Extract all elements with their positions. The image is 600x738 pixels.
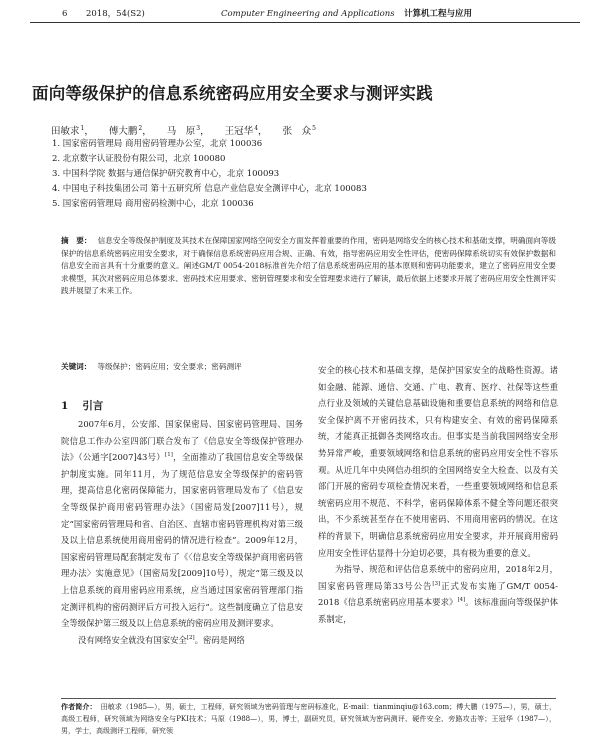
footnote-label: 作者简介： [61, 702, 97, 711]
section-title: 引言 [82, 400, 104, 412]
author [283, 126, 316, 137]
footnote-text: 田敏求（1985—），男，硕士，工程师，研究领域为密码管理与密码标准化，E-mail：tianminqiu@163.com；傅大鹏（1975—），男，硕士，高级工程师，研究领域为网络安全与PKI技术；马原（1988—），男，博士，副研究员，研究领域为密码测评、硬件安全、旁路攻击等；王冠华（1987—），男，学士，高级测评工程师，研究领 [61, 703, 556, 736]
affiliation: 4. 中国电子科技集团公司 第十五研究所 信息产业信息安全测评中心，北京 100083 [52, 184, 367, 194]
keywords-text: 等级保护；密码应用；安全要求；密码测评 [97, 362, 242, 371]
page-number: 6 [62, 9, 68, 19]
body-paragraph [318, 362, 558, 561]
body-column-left [61, 397, 303, 648]
author-name: 马 原 [166, 126, 196, 137]
author-affil-mark: 1 [80, 124, 85, 132]
author: 田敏求$^1$， [51, 124, 94, 137]
section-heading [61, 397, 303, 415]
author-name: 傅大鹏 [108, 126, 138, 137]
author: 傅大鹏$^2$， [108, 124, 152, 137]
paragraph-text: 没有网络安全就没有国家安全 [78, 634, 187, 645]
paper-title: 面向等级保护的信息系统密码应用安全要求与测评实践 [32, 84, 433, 103]
journal-name-cn: 计算机工程与应用 [404, 9, 473, 19]
paragraph-text-cont: 。密码是网络 [194, 634, 245, 645]
abstract-text: 信息安全等级保护制度及其技术在保障国家网络空间安全方面发挥着重要的作用，密码是网络安全的核心技术和基础支撑，明确面向等级保护的信息系统密码应用安全要求，对于确保信息系统密码应用合规、正确、有效，指导密码应用安全性评估，使密码保障系统切实有效保护数据和信息安全而言具有十分重要的意义。阐述GM/T 0054-2018标准首先介绍了信息系统密码应用的基本原则和密码功能要求，建立了密码应用安全要求模型，其次对密码应用总体要求、密码技术应用要求、密钥管理要求和安全管理要求进行了解读，最后依据上述要求开展了密码应用安全性测评实践并展望了未来工作。 [61, 236, 557, 296]
affiliation: 5. 国家密码管理局 商用密码检测中心，北京 100036 [52, 199, 254, 209]
journal-name-en: Computer Engineering and Applications [221, 9, 395, 19]
author-name: 田敏求 [51, 126, 80, 137]
author-footnote [61, 701, 556, 738]
paragraph-text-cont: 正式发布实施了GM/T 0054-2018《信息系统密码应用基本要求》 [318, 580, 558, 608]
citation-ref: [4] [457, 597, 466, 604]
paragraph-text: 2007年6月，公安部、国家保密局、国家密码管理局、国务院信息工作办公室四部门联合发布了《信息安全等级保护管理办法》（公通字[2007]43号） [61, 419, 303, 463]
body-paragraph [61, 632, 303, 649]
running-header [30, 6, 580, 22]
author: 王冠华$^4$， [224, 124, 268, 137]
paragraph-text: 为指导、规范和评估信息系统中的密码应用，2018年2月，国家密码管理局第33号公告 [318, 564, 558, 591]
author-affil-mark: 4 [254, 124, 259, 132]
paragraph-text-cont: 。该标准面向等级保护体系制定， [318, 597, 558, 624]
author: 马 原$^3$， [166, 124, 210, 137]
abstract-label: 摘 要： [61, 236, 92, 245]
footnote-rule [61, 698, 556, 699]
author-affil-mark: 3 [196, 124, 201, 132]
section-number: 1 [61, 400, 69, 412]
keywords-label: 关键词： [61, 362, 92, 371]
author-name: 王冠华 [224, 126, 254, 137]
abstract [61, 235, 556, 298]
citation-ref: [2] [186, 634, 195, 641]
author-affil-mark: 5 [312, 124, 316, 132]
affiliation: 1. 国家密码管理局 商用密码管理办公室，北京 100036 [52, 139, 263, 149]
citation-ref: [1] [165, 452, 173, 459]
header-rule [30, 22, 580, 23]
issue-label: 2018，54(S2) [86, 9, 145, 19]
author-list [51, 123, 328, 137]
body-paragraph [61, 416, 303, 632]
body-column-right [318, 362, 558, 628]
paragraph-text: 安全的核心技术和基础支撑，是保护国家安全的战略性资源。诸如金融、能源、通信、交通、广电、教育、医疗、社保等这些重点行业及领域的关键信息基础设施和重要信息系统的网络和信息安全保护离不开密码技术，只有构建安全、有效的密码保障系统，才能真正抵御各类网络攻击。但事实是当前我国网络安全形势异常严峻，重要领域网络和信息系统的密码应用安全性不容乐观。从近几年中央网信办组织的全国网络安全大检查、以及有关部门开展的密码专项检查情况来看，一些重要领域网络和信息系统密码应用不规范、不科学，密码保障体系不健全等问题还很突出，不少系统甚至存在不使用密码、不用商用密码的情况。在这样的背景下，明确信息系统密码应用安全要求，并开展商用密码应用安全性评估显得十分迫切必要，具有极为重要的意义。 [318, 365, 558, 558]
paragraph-text-cont: ，全面推动了我国信息安全等级保护制度实施。同年11月，为了规范信息安全等级保护的密码管理，提高信息化密码保障能力，国家密码管理局发布了《信息安全等级保护商用密码管理办法》（国密局发[2007]11号），规定“国家密码管理局和省、自治区、直辖市密码管理机构对第三级及以上信息系统使用商用密码的情况进行检查”。2009年12月，国家密码管理局配套制定发布了《〈信息安全等级保护商用密码管理办法〉实施意见》（国密局发[2009]10号），规定“第三级及以上信息系统的商用密码应用系统，应当通过国家密码管理部门指定测评机构的密码测评后方可投入运行”。这些制度确立了信息安全等级保护第三级及以上信息系统的密码应用及测评要求。 [61, 452, 304, 629]
affiliation: 2. 北京数字认证股份有限公司，北京 100080 [52, 154, 226, 164]
citation-ref: [3] [432, 580, 441, 587]
author-affil-mark: 2 [138, 124, 143, 132]
author-name: 张 众 [282, 126, 312, 137]
body-paragraph [318, 561, 558, 627]
affiliation: 3. 中国科学院 数据与通信保护研究教育中心，北京 100093 [52, 169, 280, 179]
